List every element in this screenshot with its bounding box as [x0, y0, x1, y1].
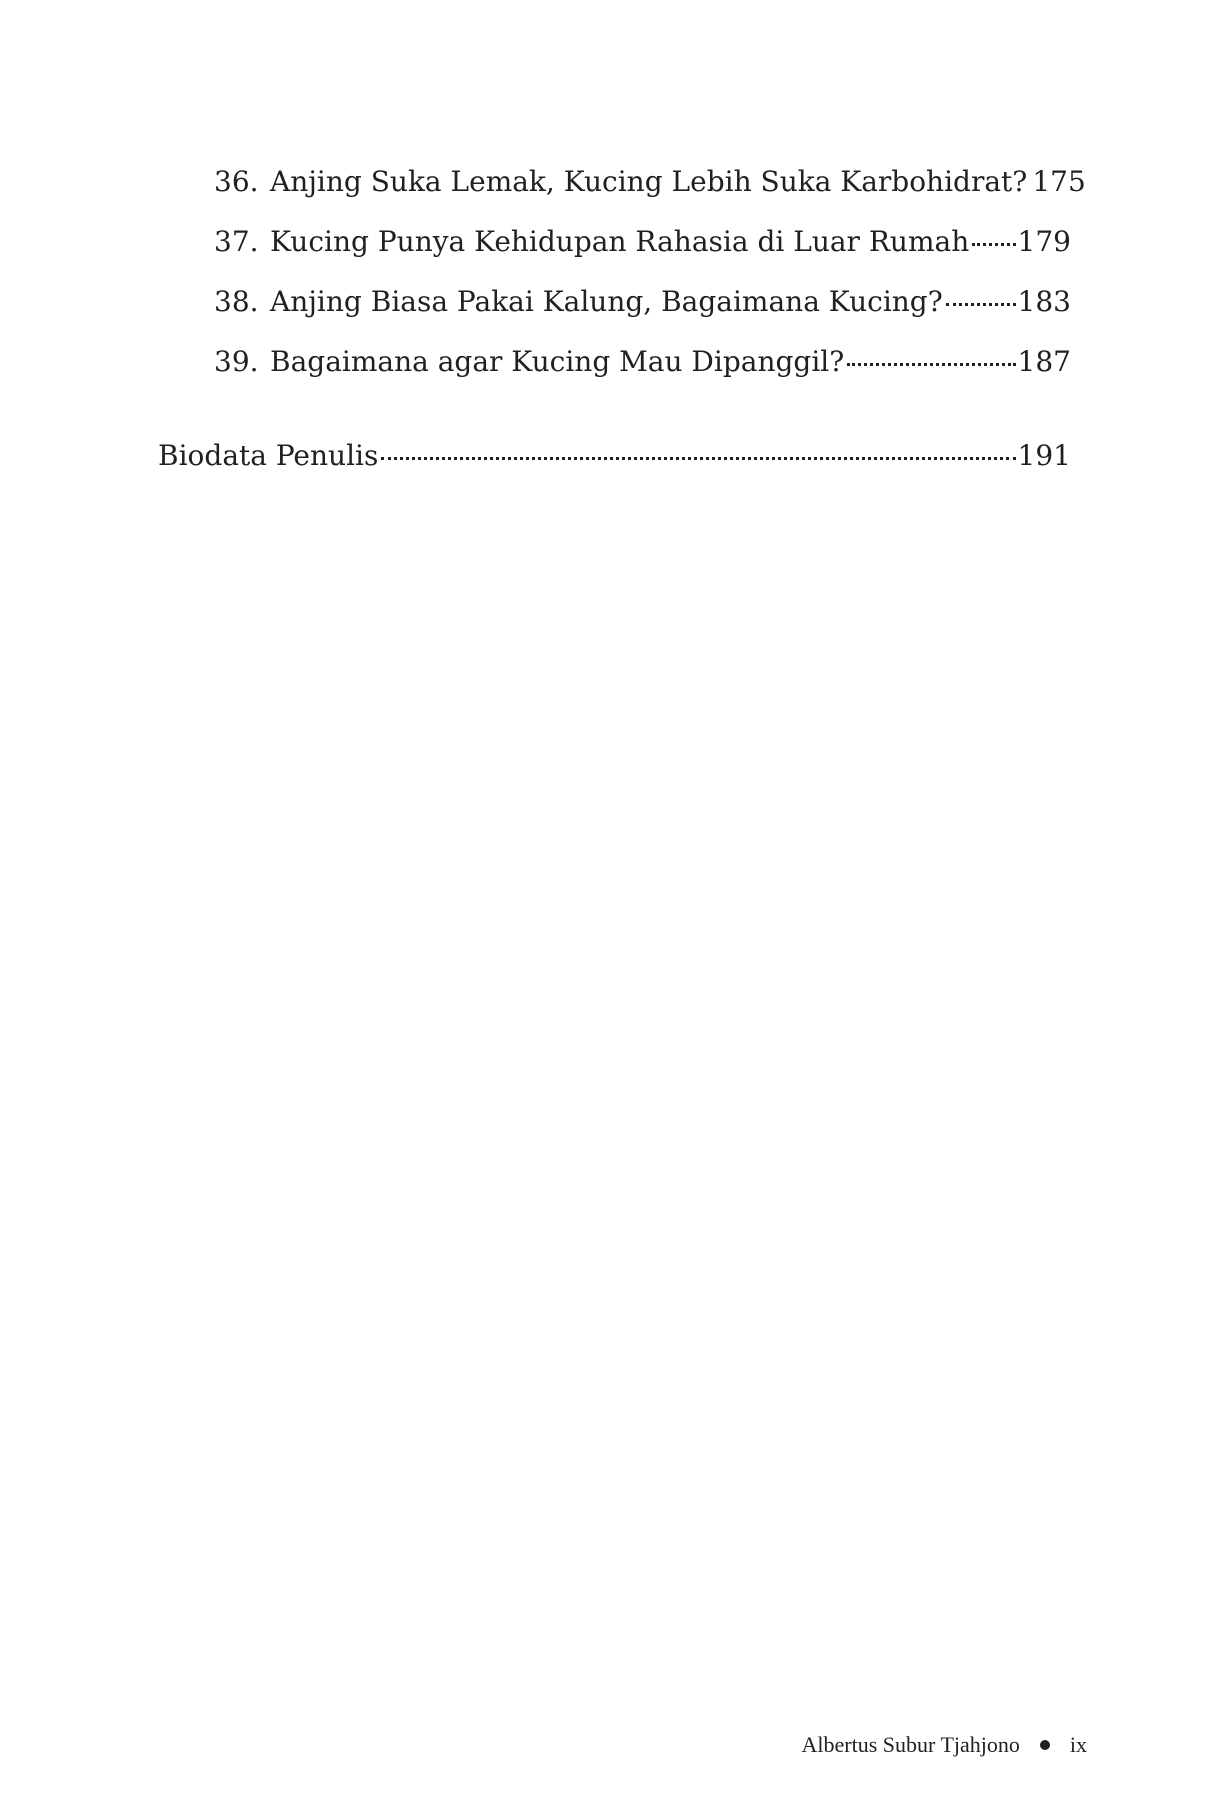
toc-entry-36[interactable] [158, 152, 1086, 212]
toc-entry-39[interactable] [158, 332, 1071, 392]
footer-page-number: ix [1069, 1732, 1087, 1757]
toc-entry-title: Anjing Biasa Pakai Kalung, Bagaimana Kucing? [270, 285, 943, 318]
toc-entry-37[interactable] [158, 212, 1071, 272]
dot-leader [972, 242, 1015, 246]
dot-leader [381, 456, 1015, 460]
toc-entry-title: Anjing Suka Lemak, Kucing Lebih Suka Karbohidrat? [270, 165, 1028, 198]
toc-entry-biodata[interactable] [158, 426, 1071, 486]
table-of-contents [158, 152, 1086, 486]
toc-entry-page: 187 [1017, 345, 1071, 378]
footer-author: Albertus Subur Tjahjono [801, 1732, 1020, 1757]
toc-entry-title: Bagaimana agar Kucing Mau Dipanggil? [270, 345, 845, 378]
toc-entry-page: 175 [1032, 165, 1086, 198]
toc-entry-title: Kucing Punya Kehidupan Rahasia di Luar Rumah [270, 225, 970, 258]
toc-entry-page: 179 [1017, 225, 1071, 258]
toc-entry-page: 183 [1017, 285, 1071, 318]
toc-spacer [158, 392, 1071, 426]
page-footer [802, 1732, 1087, 1758]
toc-entry-number: 36. [214, 165, 259, 198]
dot-leader [946, 302, 1016, 306]
toc-entry-38[interactable] [158, 272, 1071, 332]
toc-entry-number: 39. [214, 345, 259, 378]
bullet-icon [1040, 1740, 1050, 1750]
toc-entry-number: 37. [214, 225, 259, 258]
dot-leader [847, 362, 1015, 366]
toc-entry-page: 191 [1017, 439, 1071, 472]
toc-entry-number: 38. [214, 285, 259, 318]
toc-entry-title: Biodata Penulis [158, 439, 379, 472]
